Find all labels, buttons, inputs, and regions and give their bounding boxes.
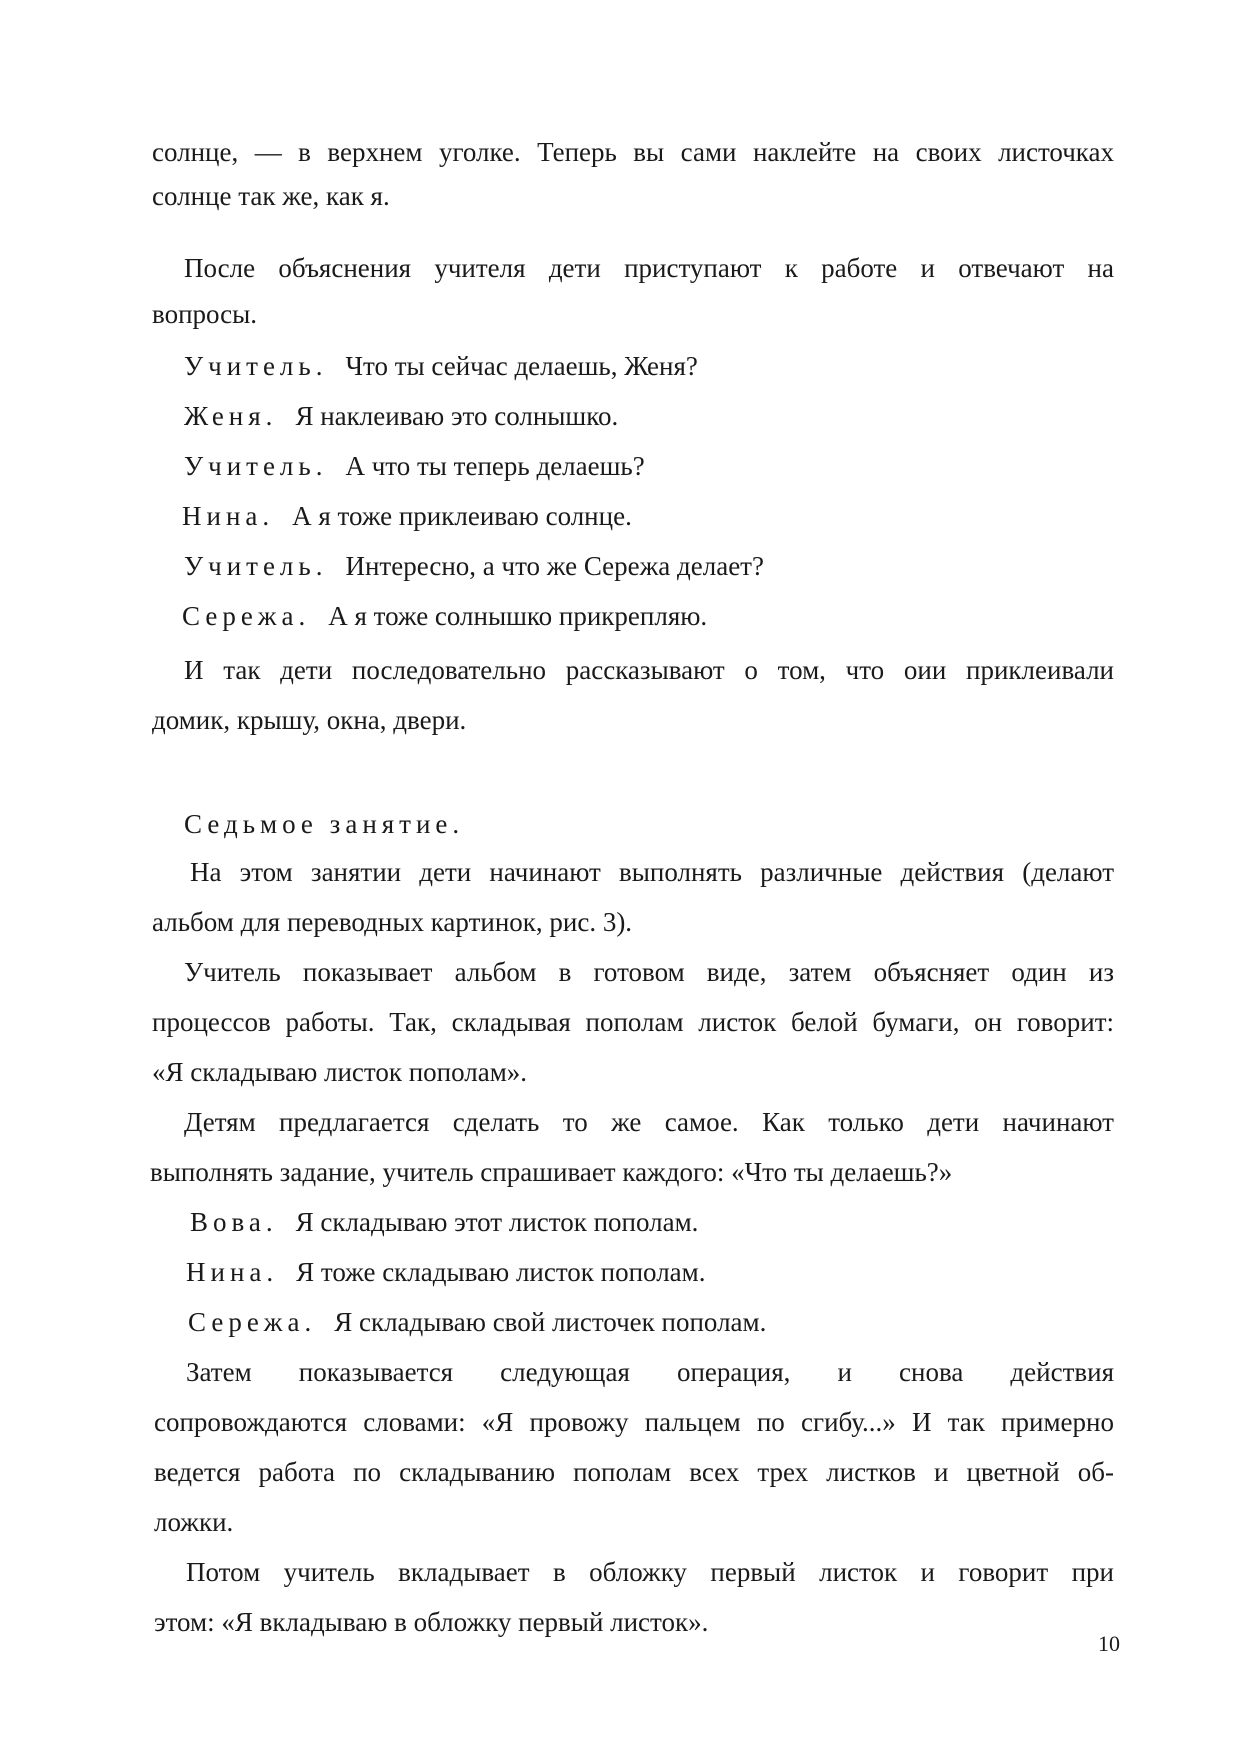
text-line: И так дети последовательно рассказывают о том, что оии приклеивали — [184, 655, 1114, 685]
text-line: альбом для переводных картинок, рис. 3). — [152, 907, 633, 937]
dialogue-line — [184, 350, 698, 382]
text-line: «Я складываю листок пополам». — [152, 1057, 528, 1087]
text-line: этом: «Я вкладываю в обложку первый листок». — [154, 1607, 709, 1637]
dialogue-text: Я складываю свой листочек пополам. — [334, 1307, 767, 1337]
text-line: ведется работа по складыванию пополам всех трех листков и цветной об- — [154, 1457, 1114, 1487]
speaker-name: Учитель. — [184, 551, 328, 581]
text-line: Потом учитель вкладывает в обложку первый листок и говорит при — [186, 1557, 1114, 1587]
text-line: процессов работы. Так, складывая пополам листок белой бумаги, он говорит: — [152, 1007, 1114, 1037]
speaker-name: Женя. — [184, 401, 278, 431]
section-heading: Седьмое занятие. — [184, 809, 465, 839]
dialogue-line — [182, 500, 632, 532]
dialogue-line — [182, 600, 707, 632]
dialogue-line — [184, 550, 764, 582]
speaker-name: Нина. — [186, 1257, 279, 1287]
text-line: домик, крышу, окна, двери. — [152, 705, 467, 735]
dialogue-line — [184, 400, 618, 432]
dialogue-text: Я тоже складываю листок пополам. — [296, 1257, 706, 1287]
dialogue-text: Что ты сейчас делаешь, Женя? — [345, 351, 698, 381]
dialogue-text: А что ты теперь делаешь? — [345, 451, 645, 481]
dialogue-text: А я тоже солнышко прикрепляю. — [328, 601, 708, 631]
speaker-name: Вова. — [190, 1207, 278, 1237]
dialogue-line — [190, 1206, 698, 1238]
text-line: После объяснения учителя дети приступают к работе и отвечают на — [184, 253, 1114, 283]
text-line: На этом занятии дети начинают выполнять различные действия (делают — [190, 857, 1114, 887]
speaker-name: Учитель. — [184, 451, 328, 481]
dialogue-text: Я складываю этот листок пополам. — [295, 1207, 699, 1237]
dialogue-text: Интересно, а что же Сережа делает? — [345, 551, 764, 581]
dialogue-text: А я тоже приклеиваю солнце. — [292, 501, 632, 531]
text-line: Затем показывается следующая операция, и снова действия — [186, 1357, 1114, 1387]
speaker-name: Сережа. — [182, 601, 311, 631]
text-line: ложки. — [154, 1507, 234, 1537]
speaker-name: Учитель. — [184, 351, 328, 381]
text-line: сопровождаются словами: «Я провожу пальцем по сгибу...» И так примерно — [154, 1407, 1114, 1437]
speaker-name: Сережа. — [188, 1307, 317, 1337]
speaker-name: Нина. — [182, 501, 275, 531]
dialogue-line — [188, 1306, 766, 1338]
text-line: вопросы. — [152, 299, 258, 329]
page-number: 10 — [1098, 1631, 1120, 1656]
text-line: солнце так же, как я. — [152, 181, 390, 211]
text-line: Учитель показывает альбом в готовом виде, затем объясняет один из — [184, 957, 1114, 987]
dialogue-line — [186, 1256, 706, 1288]
text-line: Детям предлагается сделать то же самое. Как только дети начинают — [184, 1107, 1114, 1137]
dialogue-line — [184, 450, 645, 482]
text-line: выполнять задание, учитель спрашивает каждого: «Что ты делаешь?» — [150, 1157, 953, 1187]
text-line: солнце, — в верхнем уголке. Теперь вы сами наклейте на своих листочках — [152, 137, 1114, 167]
dialogue-text: Я наклеиваю это солнышко. — [295, 401, 619, 431]
